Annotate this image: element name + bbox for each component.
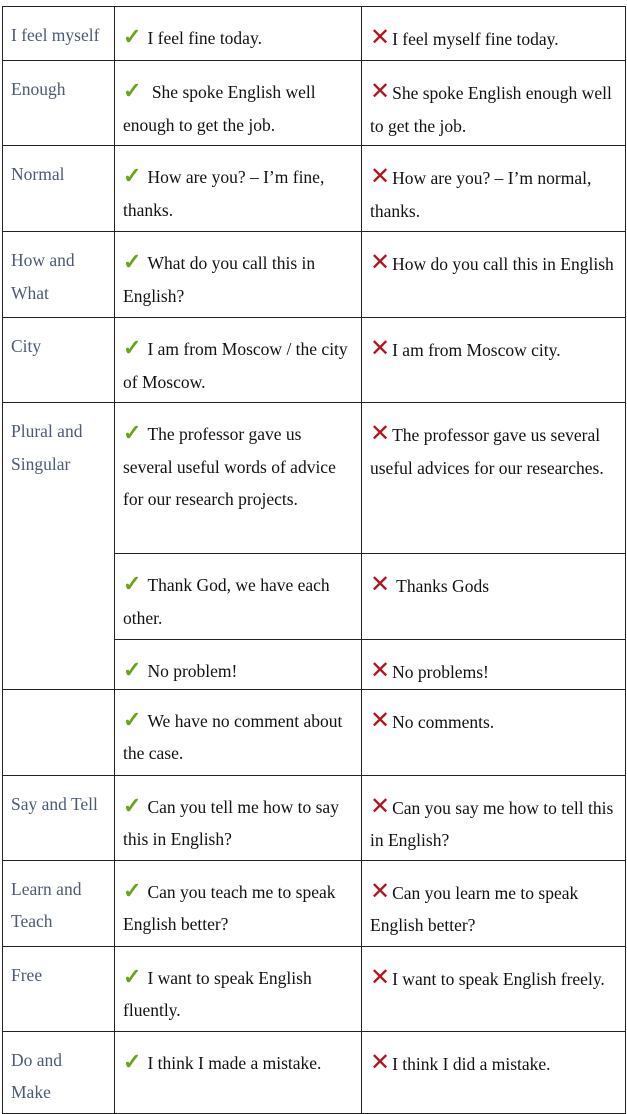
usage-label: City: [3, 318, 115, 403]
wrong-cell: [362, 318, 626, 403]
wrong-cell: [362, 403, 626, 554]
correct-cell: [115, 640, 362, 690]
wrong-example: I want to speak English freely.: [392, 968, 605, 989]
correct-cell: [115, 7, 362, 61]
wrong-cell: [362, 1031, 626, 1113]
usage-label: Free: [3, 946, 115, 1031]
check-icon: ✓: [123, 163, 142, 188]
correct-example: How are you? – I’m fine, thanks.: [123, 167, 325, 220]
wrong-cell: [362, 689, 626, 775]
wrong-cell: [362, 640, 626, 690]
check-icon: ✓: [123, 792, 142, 818]
wrong-example: The professor gave us several useful advices for our researches.: [370, 425, 604, 478]
correct-example: I think I made a mistake.: [147, 1052, 322, 1073]
table-row: [3, 775, 626, 860]
wrong-example: Can you learn me to speak English better?: [370, 882, 579, 935]
wrong-cell: [362, 232, 626, 318]
correct-cell: [115, 554, 362, 640]
correct-cell: [115, 775, 362, 860]
correct-example: No problem!: [147, 661, 238, 681]
check-icon: ✓: [123, 249, 142, 274]
wrong-cell: [362, 860, 626, 946]
check-icon: ✓: [123, 657, 142, 682]
cross-icon: ✕: [370, 334, 391, 362]
correct-cell: [115, 61, 362, 146]
wrong-cell: [362, 7, 626, 61]
cross-icon: ✕: [370, 705, 391, 734]
cross-icon: ✕: [370, 876, 391, 905]
check-icon: ✓: [123, 1048, 142, 1074]
usage-label: Learn and Teach: [3, 860, 115, 946]
cross-icon: ✕: [370, 962, 391, 991]
correct-example: I am from Moscow / the city of Moscow.: [123, 339, 348, 392]
usage-label: Say and Tell: [3, 775, 115, 860]
wrong-example: No comments.: [392, 711, 495, 732]
wrong-cell: [362, 946, 626, 1031]
correct-cell: [115, 860, 362, 946]
wrong-example: I think I did a mistake.: [392, 1053, 551, 1074]
wrong-cell: [362, 554, 626, 640]
wrong-example: Can you say me how to tell this in English?: [370, 797, 614, 850]
cross-icon: ✕: [370, 570, 391, 598]
table-row: [3, 7, 626, 61]
check-icon: ✓: [123, 335, 142, 360]
cross-icon: ✕: [370, 23, 391, 51]
correct-example: What do you call this in English?: [123, 253, 316, 306]
wrong-example: How do you call this in English: [392, 254, 614, 274]
wrong-example: No problems!: [392, 662, 489, 682]
cross-icon: ✕: [370, 656, 391, 684]
table-row: [3, 403, 626, 554]
cross-icon: ✕: [370, 419, 391, 447]
cross-icon: ✕: [370, 248, 391, 276]
correct-example: I want to speak English fluently.: [123, 967, 312, 1020]
usage-label: I feel myself: [3, 7, 115, 61]
check-icon: ✓: [123, 420, 142, 445]
check-icon: ✓: [123, 706, 142, 732]
cross-icon: ✕: [370, 791, 391, 820]
correct-cell: [115, 946, 362, 1031]
table-row: [3, 61, 626, 146]
cross-icon: ✕: [370, 1047, 391, 1076]
table-row: [3, 689, 626, 775]
wrong-cell: [362, 61, 626, 146]
wrong-example: She spoke English enough well to get the job.: [370, 83, 612, 136]
table-row: [3, 946, 626, 1031]
wrong-example: I feel myself fine today.: [392, 29, 559, 49]
table-row: [3, 318, 626, 403]
check-icon: ✓: [123, 78, 142, 103]
wrong-example: How are you? – I’m normal, thanks.: [370, 168, 592, 221]
usage-label: How and What: [3, 232, 115, 318]
correct-example: Can you tell me how to say this in English?: [123, 796, 339, 849]
usage-label: Do and Make: [3, 1031, 115, 1113]
check-icon: ✓: [123, 963, 142, 989]
cross-icon: ✕: [370, 77, 391, 105]
usage-label: [3, 689, 115, 775]
table-row: [3, 1031, 626, 1113]
correct-cell: [115, 318, 362, 403]
correct-cell: [115, 1031, 362, 1113]
correct-example: Thank God, we have each other.: [123, 575, 330, 628]
usage-label: Normal: [3, 146, 115, 232]
table-row: [3, 146, 626, 232]
table-row: [3, 232, 626, 318]
check-icon: ✓: [123, 24, 142, 49]
wrong-example: I am from Moscow city.: [392, 340, 561, 360]
table-row: [3, 860, 626, 946]
cross-icon: ✕: [370, 162, 391, 190]
usage-label: Enough: [3, 61, 115, 146]
usage-label: Plural and Singular: [3, 403, 115, 690]
correct-cell: [115, 232, 362, 318]
correct-example: She spoke English well enough to get the job.: [123, 82, 316, 135]
usage-table: [2, 6, 626, 1114]
correct-example: We have no comment about the case.: [123, 710, 343, 763]
correct-example: I feel fine today.: [147, 28, 262, 48]
correct-cell: [115, 689, 362, 775]
correct-example: Can you teach me to speak English better?: [123, 881, 336, 934]
correct-example: The professor gave us several useful words of advice for our research projects.: [123, 424, 336, 509]
correct-cell: [115, 146, 362, 232]
wrong-example: Thanks Gods: [392, 576, 490, 596]
check-icon: ✓: [123, 877, 142, 903]
check-icon: ✓: [123, 571, 142, 596]
correct-cell: [115, 403, 362, 554]
wrong-cell: [362, 775, 626, 860]
wrong-cell: [362, 146, 626, 232]
